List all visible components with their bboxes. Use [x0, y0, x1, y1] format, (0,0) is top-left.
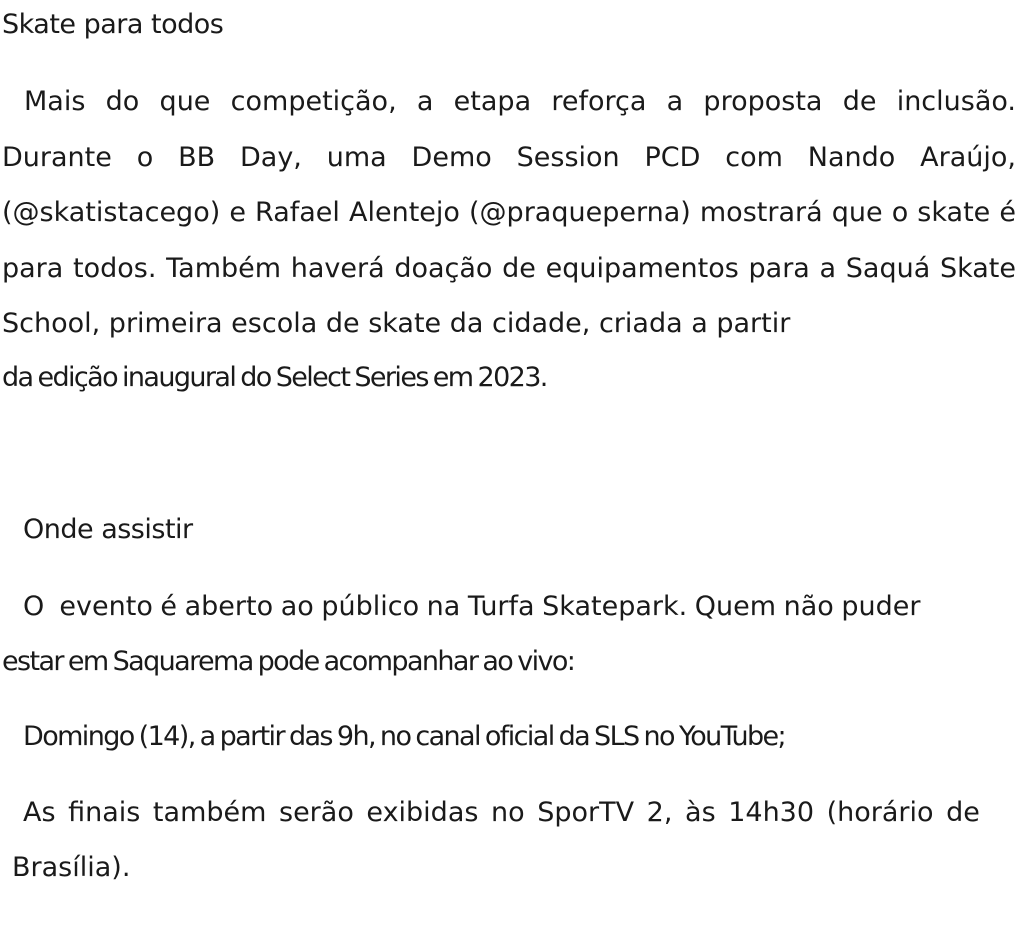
- paragraph-watch-intro-line1: O evento é aberto ao público na Turfa Skatepark. Quem não puder: [23, 591, 921, 622]
- list-item-sportv-line2: Brasília).: [12, 852, 131, 883]
- heading-onde-assistir: Onde assistir: [23, 514, 193, 545]
- heading-skate-para-todos: Skate para todos: [2, 9, 224, 40]
- paragraph-inclusion-last-line: da edição inaugural do Select Series em 2023.: [2, 362, 547, 393]
- list-item-youtube: Domingo (14), a partir das 9h, no canal oficial da SLS no YouTube;: [23, 721, 786, 752]
- paragraph-watch-intro-line2: estar em Saquarema pode acompanhar ao vivo:: [2, 646, 575, 677]
- paragraph-inclusion: Mais do que competição, a etapa reforça a proposta de inclusão. Durante o BB Day, uma Demo Session PCD com Nando Araújo, (@skatistacego) e Rafael Alentejo (@praqueperna) mostrará que o skate é para todos. Também haverá doação de equipamentos para a Saquá Skate School, primeira escola de skate da cidade, criada a partir: [2, 86, 1016, 339]
- list-item-sportv-line1: As finais também serão exibidas no SporTV 2, às 14h30 (horário de: [23, 797, 980, 828]
